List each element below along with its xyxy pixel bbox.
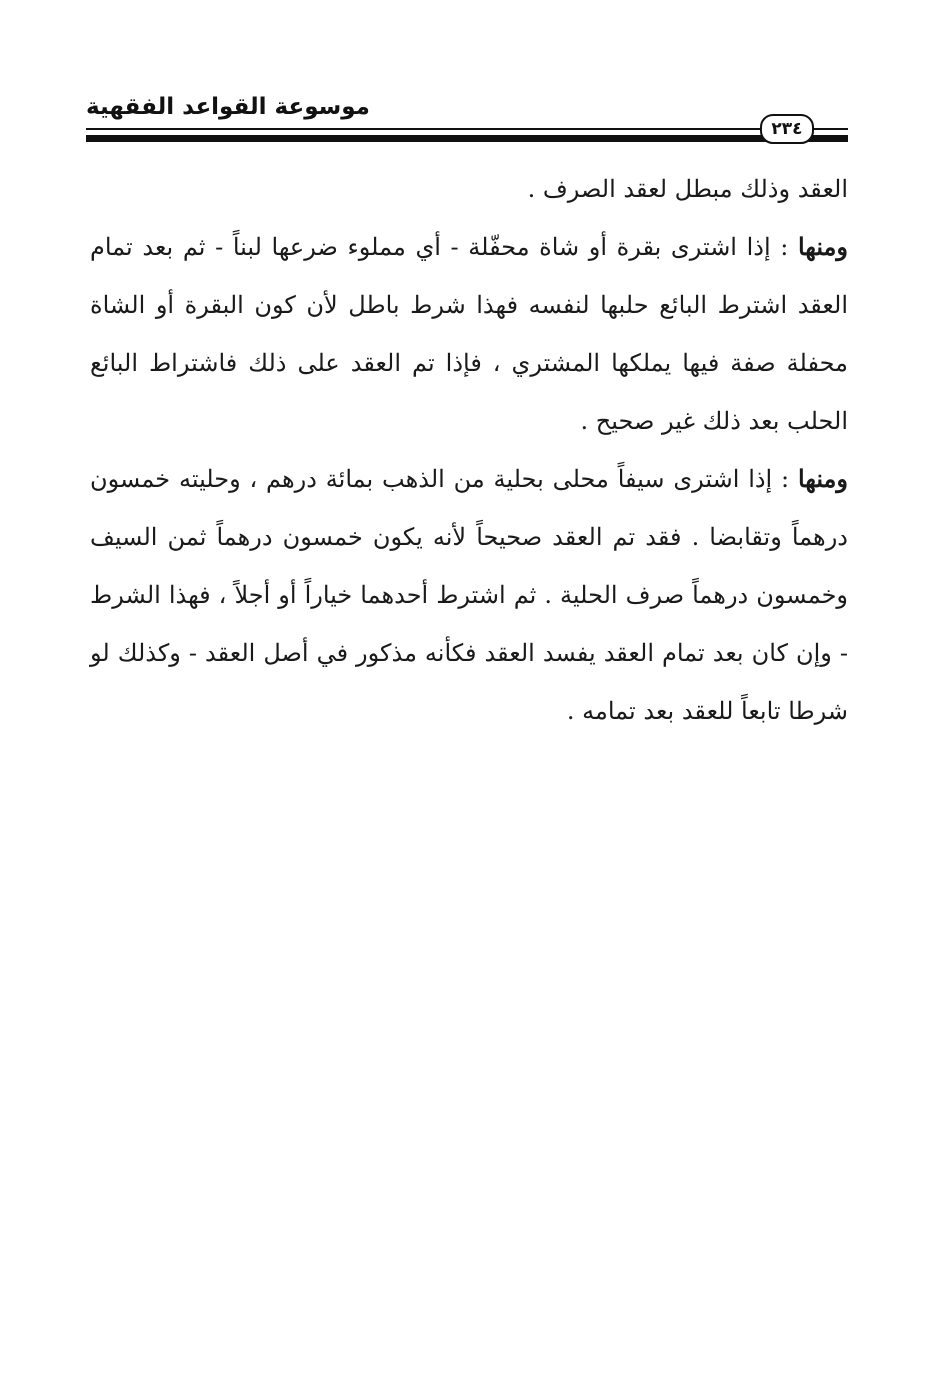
paragraph-text: : إذا اشترى سيفاً محلى بحلية من الذهب بمائة درهم ، وحليته خمسون درهماً وتقابضا . فقد تم العقد صحيحاً لأنه يكون خمسون درهماً ثمن السيف وخمسون درهماً صرف الحلية . ثم اشترط أحدهما خياراً أو أجلاً ، فهذا الشرط - وإن كان بعد تمام العقد يفسد العقد فكأنه مذكور في أصل العقد - وكذلك لو شرطا تابعاً للعقد بعد تمامه . [90, 465, 848, 725]
paragraph-example-1 [90, 218, 848, 450]
paragraph-example-2 [90, 450, 848, 740]
header-thin-rule [86, 128, 848, 130]
page-number: ٢٣٤ [760, 114, 814, 144]
paragraph-lead-word: ومنها [797, 232, 848, 261]
paragraph-text: : إذا اشترى بقرة أو شاة محفّلة - أي مملوء ضرعها لبناً - ثم بعد تمام العقد اشترط البائع حلبها لنفسه فهذا شرط باطل لأن كون البقرة أو الشاة محفلة صفة فيها يملكها المشتري ، فإذا تم العقد على ذلك فاشتراط البائع الحلب بعد ذلك غير صحيح . [90, 233, 848, 435]
paragraph-text: العقد وذلك مبطل لعقد الصرف . [527, 175, 848, 203]
header-thick-rule [86, 135, 848, 142]
paragraph-lead-word: ومنها [797, 464, 848, 493]
page-header [86, 88, 848, 158]
paragraph-continuation [90, 160, 848, 218]
page-body [90, 160, 848, 740]
book-title: موسوعة القواعد الفقهية [86, 94, 370, 120]
